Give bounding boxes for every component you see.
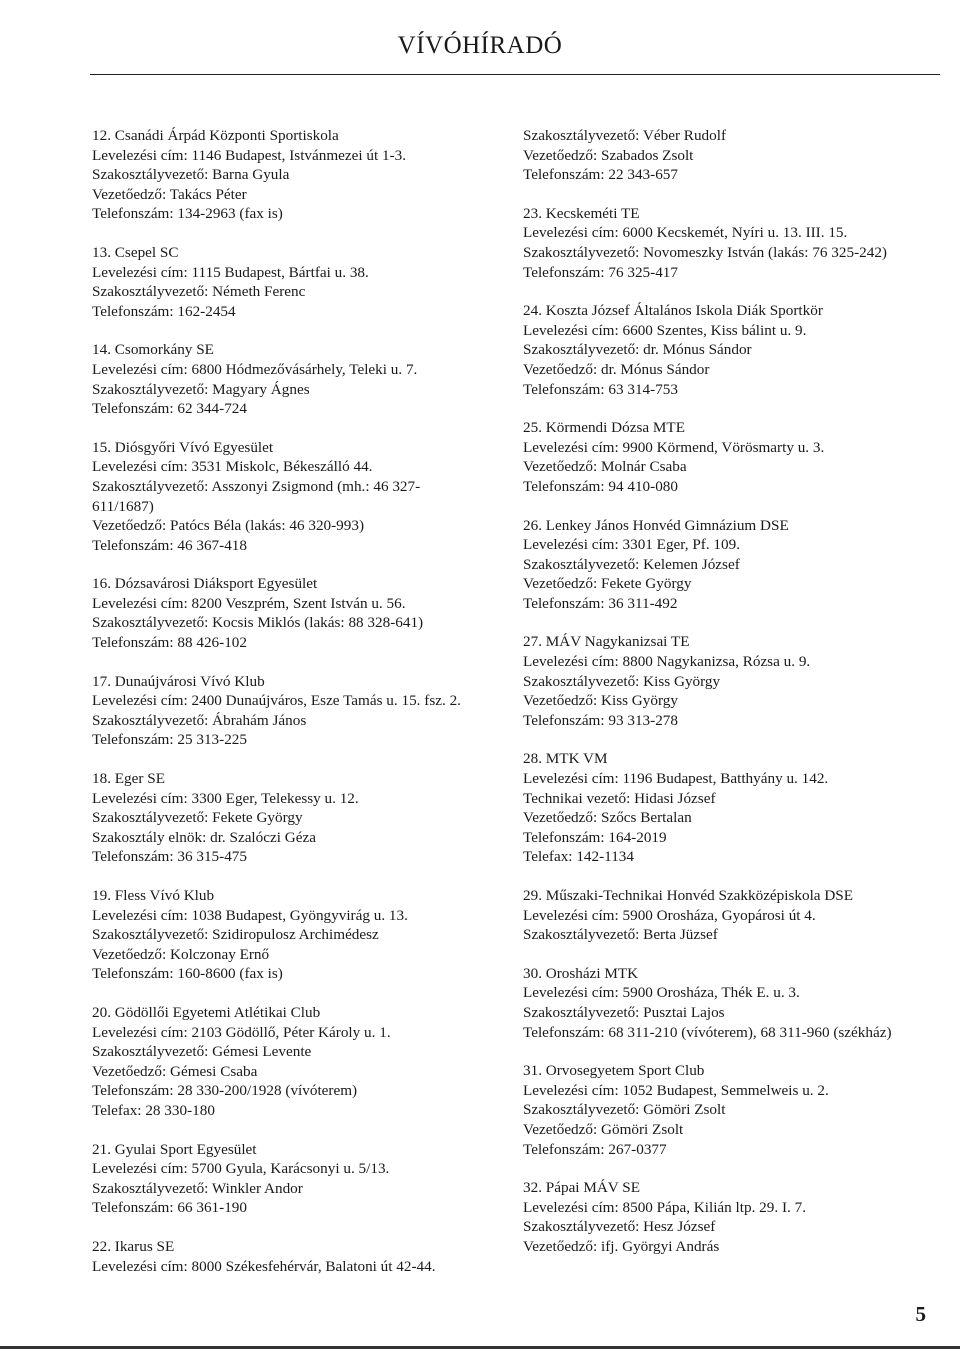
club-entry-line: Levelezési cím: 6800 Hódmezővásárhely, Teleki u. 7. [92, 360, 418, 378]
club-entry-line: Szakosztályvezető: Kocsis Miklós (lakás: 88 328-641) [92, 614, 424, 632]
club-entry-line: Telefonszám: 93 313-278 [523, 711, 678, 729]
club-entry-line: Telefonszám: 22 343-657 [523, 166, 678, 184]
club-entry-line: 29. Műszaki-Technikai Honvéd Szakközépiskola DSE [523, 887, 854, 904]
club-entry-line: Telefonszám: 63 314-753 [523, 380, 678, 398]
club-entry-line: Telefonszám: 62 344-724 [92, 400, 247, 418]
club-entry-line: Technikai vezető: Hidasi József [523, 789, 716, 807]
club-entry-line: 611/1687) [92, 497, 154, 515]
club-entry-line: 19. Fless Vívó Klub [92, 887, 215, 904]
club-entry-line: 12. Csanádi Árpád Központi Sportiskola [92, 127, 339, 144]
club-entry [92, 672, 492, 750]
club-entry-line: Vezetőedző: Fekete György [523, 575, 692, 593]
club-entry-line: 18. Eger SE [92, 770, 165, 788]
club-entry-line: 14. Csomorkány SE [92, 341, 214, 359]
club-entry-line: Telefonszám: 76 325-417 [523, 263, 678, 281]
club-entry-line: Szakosztályvezető: Barna Gyula [92, 166, 290, 184]
club-entry-line: Levelezési cím: 2400 Dunaújváros, Esze Tamás u. 15. fsz. 2. [92, 692, 461, 710]
club-entry-line: Vezetőedző: dr. Mónus Sándor [523, 360, 710, 378]
club-entry-line: Szakosztályvezető: Gömöri Zsolt [523, 1101, 726, 1119]
club-entry-line: Szakosztályvezető: Kiss György [523, 672, 721, 690]
club-entry-line: Levelezési cím: 5900 Orosháza, Gyopárosi út 4. [523, 906, 816, 924]
club-entry [92, 769, 492, 867]
club-entry-line: Levelezési cím: 1052 Budapest, Semmelweis u. 2. [523, 1081, 829, 1099]
club-entry-line: Telefax: 28 330-180 [92, 1101, 215, 1119]
club-entry-line: Levelezési cím: 1038 Budapest, Gyöngyvirág u. 13. [92, 906, 408, 924]
club-entry-line: Vezetőedző: Gömöri Zsolt [523, 1120, 684, 1138]
club-entry-line: Szakosztály elnök: dr. Szalóczi Géza [92, 828, 316, 846]
club-entry [523, 632, 933, 730]
club-entry-line: Levelezési cím: 2103 Gödöllő, Péter Károly u. 1. [92, 1023, 391, 1041]
club-entry-line: Szakosztályvezető: Hesz József [523, 1218, 716, 1236]
club-entry [92, 438, 492, 556]
club-entry-line: Telefonszám: 68 311-210 (vívóterem), 68 311-960 (székház) [523, 1023, 892, 1041]
club-entry-line: Levelezési cím: 5700 Gyula, Karácsonyi u. 5/13. [92, 1160, 390, 1178]
club-entry-line: Szakosztályvezető: Fekete György [92, 809, 303, 827]
club-entry-line: 24. Koszta József Általános Iskola Diák Sportkör [523, 302, 823, 320]
club-entry-line: 30. Orosházi MTK [523, 964, 639, 982]
club-entry [523, 964, 933, 1042]
club-entry-line: 17. Dunaújvárosi Vívó Klub [92, 672, 265, 690]
club-entry [92, 126, 492, 224]
club-entry-line: Szakosztályvezető: Winkler Andor [92, 1179, 303, 1197]
club-entry-line: Levelezési cím: 6600 Szentes, Kiss bálint u. 9. [523, 321, 807, 339]
club-entry [92, 340, 492, 418]
club-entry-line: Szakosztályvezető: dr. Mónus Sándor [523, 341, 752, 359]
header-divider [90, 74, 940, 75]
club-entry [92, 1237, 492, 1276]
club-entry-line: 31. Orvosegyetem Sport Club [523, 1062, 705, 1080]
club-entry-line: Szakosztályvezető: Pusztai Lajos [523, 1003, 725, 1021]
club-entry-line: 21. Gyulai Sport Egyesület [92, 1140, 257, 1158]
club-entry [92, 886, 492, 984]
club-entry-line: Levelezési cím: 9900 Körmend, Vörösmarty u. 3. [523, 438, 825, 456]
club-entry-line: Levelezési cím: 6000 Kecskemét, Nyíri u. 13. III. 15. [523, 224, 848, 242]
club-entry-line: Szakosztályvezető: Berta Jüzsef [523, 926, 718, 944]
club-entry-line: Vezetőedző: Kolczonay Ernő [92, 945, 270, 963]
left-column [92, 126, 492, 1295]
club-entry [92, 1003, 492, 1121]
club-entry-line: Levelezési cím: 3301 Eger, Pf. 109. [523, 536, 741, 554]
club-entry-line: Szakosztályvezető: Kelemen József [523, 555, 740, 573]
club-entry [523, 749, 933, 867]
footer-divider [0, 1346, 960, 1349]
club-entry-line: Vezetőedző: Kiss György [523, 692, 678, 710]
club-entry-line: Levelezési cím: 8800 Nagykanizsa, Rózsa u. 9. [523, 653, 811, 671]
club-entry-line: Telefonszám: 28 330-200/1928 (vívóterem) [92, 1082, 358, 1100]
club-entry-line: Telefonszám: 36 315-475 [92, 848, 247, 866]
club-entry [523, 886, 933, 945]
club-entry-line: 22. Ikarus SE [92, 1237, 175, 1255]
club-entry-line: Telefonszám: 134-2963 (fax is) [92, 205, 283, 223]
club-entry-line: Levelezési cím: 1115 Budapest, Bártfai u. 38. [92, 263, 369, 281]
club-entry-line: Vezetőedző: Takács Péter [92, 185, 247, 203]
club-entry-line: Telefonszám: 66 361-190 [92, 1199, 247, 1217]
club-entry [523, 1061, 933, 1159]
club-entry-line: Vezetőedző: Gémesi Csaba [92, 1062, 258, 1080]
club-entry-line: 32. Pápai MÁV SE [523, 1179, 641, 1197]
club-entry-line: Vezetőedző: Patócs Béla (lakás: 46 320-993) [92, 517, 365, 535]
club-entry-line: Telefonszám: 94 410-080 [523, 477, 678, 495]
club-entry-line: Telefax: 142-1134 [523, 848, 634, 866]
club-entry [523, 418, 933, 496]
club-entry-line: Telefonszám: 88 426-102 [92, 634, 247, 652]
club-entry-line: Szakosztályvezető: Asszonyi Zsigmond (mh.: 46 327- [92, 477, 421, 495]
club-entry-line: 16. Dózsavárosi Diáksport Egyesület [92, 575, 318, 593]
club-entry-line: Telefonszám: 267-0377 [523, 1140, 667, 1158]
club-entry [523, 204, 933, 282]
club-entry-line: 28. MTK VM [523, 750, 608, 768]
club-entry-line: Telefonszám: 162-2454 [92, 302, 236, 320]
club-entry-line: Szakosztályvezető: Németh Ferenc [92, 283, 306, 301]
club-entry-line: Szakosztályvezető: Szidiropulosz Archimédesz [92, 926, 379, 944]
club-entry-line: Telefonszám: 36 311-492 [523, 594, 678, 612]
right-column [523, 126, 933, 1276]
club-entry-line: Levelezési cím: 8500 Pápa, Kilián ltp. 29. I. 7. [523, 1198, 807, 1216]
club-entry-line: Telefonszám: 164-2019 [523, 828, 667, 846]
club-entry-line: Vezetőedző: Szőcs Bertalan [523, 809, 692, 827]
club-entry-line: Telefonszám: 46 367-418 [92, 536, 247, 554]
club-entry-line: Levelezési cím: 5900 Orosháza, Thék E. u. 3. [523, 984, 800, 1002]
club-entry-line: Telefonszám: 160-8600 (fax is) [92, 965, 283, 983]
club-entry-line: 27. MÁV Nagykanizsai TE [523, 633, 690, 651]
club-entry-line: 20. Gödöllői Egyetemi Atlétikai Club [92, 1003, 321, 1021]
club-entry [523, 1178, 933, 1256]
club-entry-line: Levelezési cím: 1146 Budapest, Istvánmezei út 1-3. [92, 146, 407, 164]
club-entry-line: Vezetőedző: Molnár Csaba [523, 458, 687, 476]
club-entry-line: Szakosztályvezető: Véber Rudolf [523, 127, 726, 144]
club-entry-line: 13. Csepel SC [92, 243, 179, 261]
club-entry-line: Vezetőedző: ifj. Györgyi András [523, 1237, 720, 1255]
club-entry [92, 243, 492, 321]
club-entry [523, 126, 933, 185]
club-entry-line: Telefonszám: 25 313-225 [92, 731, 247, 749]
club-entry-line: 23. Kecskeméti TE [523, 204, 640, 222]
club-entry-line: Vezetőedző: Szabados Zsolt [523, 146, 694, 164]
page-title: VÍVÓHÍRADÓ [397, 32, 563, 59]
club-entry-line: 26. Lenkey János Honvéd Gimnázium DSE [523, 516, 789, 534]
club-entry [523, 301, 933, 399]
club-entry-line: Szakosztályvezető: Gémesi Levente [92, 1043, 312, 1061]
club-entry-line: Szakosztályvezető: Novomeszky István (lakás: 76 325-242) [523, 243, 887, 261]
club-entry [92, 1140, 492, 1218]
page-number: 5 [915, 1302, 926, 1326]
club-entry-line: Levelezési cím: 1196 Budapest, Batthyány u. 142. [523, 770, 829, 788]
club-entry-line: Szakosztályvezető: Magyary Ágnes [92, 380, 310, 398]
club-entry-line: 15. Diósgyőri Vívó Egyesület [92, 438, 274, 456]
club-entry [92, 574, 492, 652]
club-entry-line: Levelezési cím: 3300 Eger, Telekessy u. 12. [92, 789, 359, 807]
club-entry-line: Levelezési cím: 8200 Veszprém, Szent István u. 56. [92, 594, 406, 612]
club-entry-line: Levelezési cím: 8000 Székesfehérvár, Balatoni út 42-44. [92, 1257, 436, 1275]
club-entry [523, 516, 933, 614]
club-entry-line: Levelezési cím: 3531 Miskolc, Békeszálló 44. [92, 458, 373, 476]
club-entry-line: 25. Körmendi Dózsa MTE [523, 419, 685, 437]
club-entry-line: Szakosztályvezető: Ábrahám János [92, 711, 307, 729]
